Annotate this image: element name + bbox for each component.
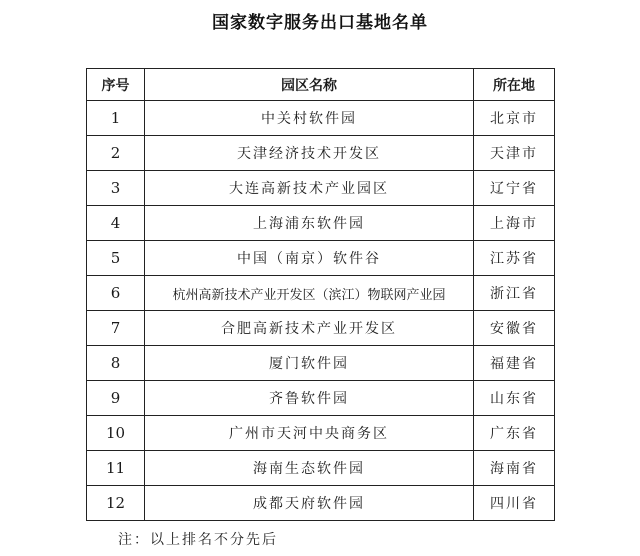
table-row [87,311,555,346]
row-index: 7 [87,311,145,346]
row-index: 12 [87,486,145,521]
row-park-name: 广州市天河中央商务区 [145,416,474,451]
page-title: 国家数字服务出口基地名单 [212,13,428,33]
table-row [87,486,555,521]
row-index: 3 [87,171,145,206]
table-row [87,346,555,381]
header-index: 序号 [87,69,145,101]
header-park-name: 园区名称 [145,69,474,101]
row-index: 9 [87,381,145,416]
table-row [87,416,555,451]
row-location: 安徽省 [474,311,555,346]
row-index: 8 [87,346,145,381]
row-park-name: 上海浦东软件园 [145,206,474,241]
row-park-name: 大连高新技术产业园区 [145,171,474,206]
row-park-name: 天津经济技术开发区 [145,136,474,171]
table-row [87,136,555,171]
row-location: 江苏省 [474,241,555,276]
header-location: 所在地 [474,69,555,101]
table-header-row [87,69,555,101]
row-location: 浙江省 [474,276,555,311]
footnote: 注：以上排名不分先后 [118,532,278,548]
row-index: 2 [87,136,145,171]
row-park-name: 中国（南京）软件谷 [145,241,474,276]
table-row [87,101,555,136]
base-list-table [86,68,555,521]
row-park-name: 厦门软件园 [145,346,474,381]
row-park-name: 成都天府软件园 [145,486,474,521]
row-park-name: 中关村软件园 [145,101,474,136]
table-row [87,451,555,486]
row-location: 福建省 [474,346,555,381]
row-park-name: 杭州高新技术产业开发区（滨江）物联网产业园 [145,276,474,311]
row-park-name: 海南生态软件园 [145,451,474,486]
row-index: 4 [87,206,145,241]
row-index: 10 [87,416,145,451]
table-row [87,276,555,311]
row-location: 四川省 [474,486,555,521]
row-location: 北京市 [474,101,555,136]
row-location: 上海市 [474,206,555,241]
row-index: 1 [87,101,145,136]
row-location: 广东省 [474,416,555,451]
row-index: 5 [87,241,145,276]
row-park-name: 齐鲁软件园 [145,381,474,416]
row-park-name: 合肥高新技术产业开发区 [145,311,474,346]
row-location: 天津市 [474,136,555,171]
row-location: 山东省 [474,381,555,416]
table-row [87,206,555,241]
row-index: 6 [87,276,145,311]
row-location: 辽宁省 [474,171,555,206]
table-row [87,381,555,416]
row-location: 海南省 [474,451,555,486]
table-row [87,171,555,206]
table-row [87,241,555,276]
row-index: 11 [87,451,145,486]
